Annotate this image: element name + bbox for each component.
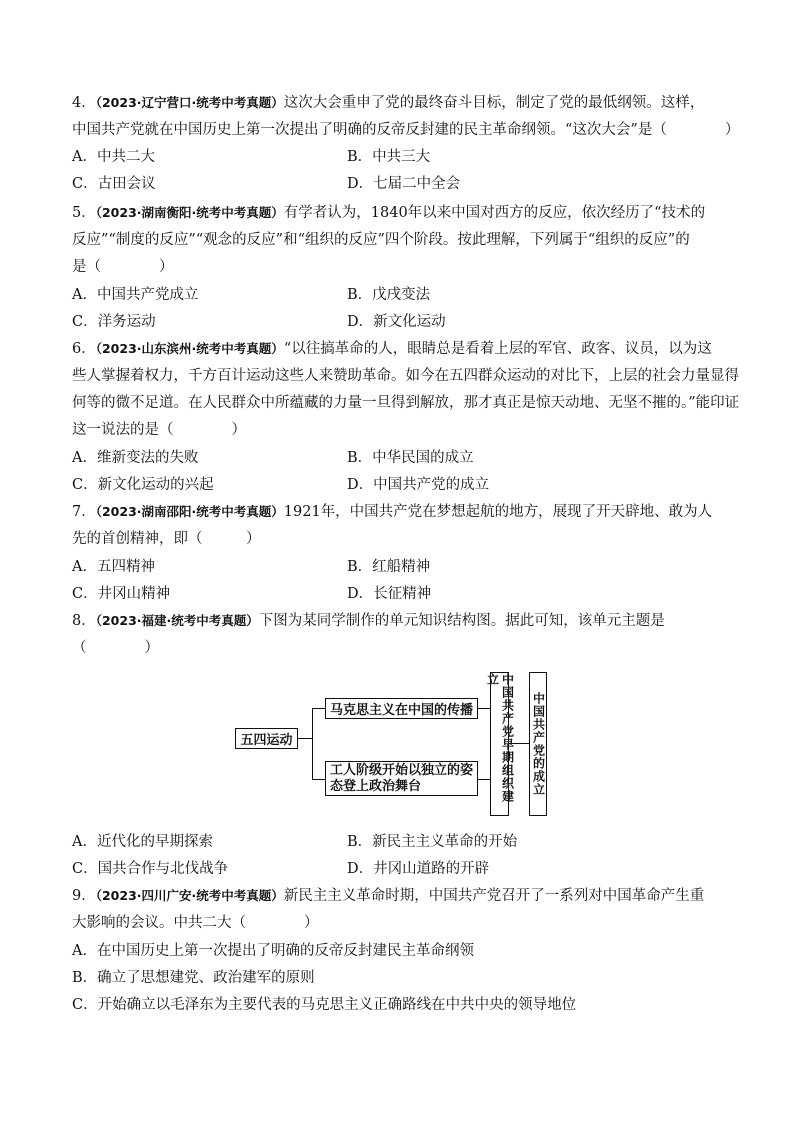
question-6-option-b[interactable]: B．中华民国的成立 <box>347 450 474 466</box>
question-5-line-1: 5．（2023·湖南衡阳·统考中考真题）有学者认为，1840年以来中国对西方的反应，依次经历了“技术的 <box>72 205 706 221</box>
question-7-option-c[interactable]: C．井冈山精神 <box>72 586 171 602</box>
knowledge-structure-diagram <box>230 668 560 820</box>
diagram-result-box: 中国共产党的成立 <box>529 672 547 816</box>
question-9-option-c[interactable]: C．开始确立以毛泽东为主要代表的马克思主义正确路线在中共中央的领导地位 <box>72 997 577 1013</box>
question-5-option-d[interactable]: D．新文化运动 <box>347 314 446 330</box>
question-4-option-d[interactable]: D．七届二中全会 <box>347 176 461 192</box>
connector-root <box>298 738 312 739</box>
question-6-option-d[interactable]: D．中国共产党的成立 <box>347 477 490 493</box>
question-8-option-c[interactable]: C．国共合作与北伐战争 <box>72 861 229 877</box>
question-7-option-d[interactable]: D．长征精神 <box>347 586 432 602</box>
question-5-line-2: 反应”“制度的反应”“观念的反应”和“组织的反应”四个阶段。按此理解，下列属于“组织的反应”的 <box>72 232 690 248</box>
question-9-line-1: 9．（2023·四川广安·统考中考真题）新民主主义革命时期，中国共产党召开了一系列对中国革命产生重 <box>72 888 705 904</box>
connector-top-branch <box>312 708 326 709</box>
question-5-option-c[interactable]: C．洋务运动 <box>72 314 156 330</box>
question-6-line-1: 6．（2023·山东滨州·统考中考真题）“以往搞革命的人，眼睛总是看着上层的军官、政客、议员，以为这 <box>72 341 712 357</box>
question-8-option-d[interactable]: D．井冈山道路的开辟 <box>347 861 490 877</box>
question-6-option-a[interactable]: A．维新变法的失败 <box>72 450 199 466</box>
question-8-source: （2023·福建·统考中考真题） <box>95 613 259 628</box>
diagram-root-box: 五四运动 <box>235 728 298 749</box>
question-4-option-b[interactable]: B．中共三大 <box>347 149 431 165</box>
question-6-option-c[interactable]: C．新文化运动的兴起 <box>72 477 214 493</box>
question-9-option-a[interactable]: A．在中国历史上第一次提出了明确的反帝反封建民主革命纲领 <box>72 943 474 959</box>
question-4-source: （2023·辽宁营口·统考中考真题） <box>95 95 284 110</box>
question-7-option-b[interactable]: B．红船精神 <box>347 559 431 575</box>
connector-branch-vertical <box>312 708 313 780</box>
question-5-option-b[interactable]: B．戊戌变法 <box>347 287 431 303</box>
question-9-source: （2023·四川广安·统考中考真题） <box>95 888 284 903</box>
question-8-line-1: 8．（2023·福建·统考中考真题）下图为某同学制作的单元知识结构图。据此可知，该单元主题是 <box>72 613 665 629</box>
diagram-branch-bottom-line-2: 态登上政治舞台 <box>330 779 422 794</box>
question-9-line-2: 大影响的会议。中共二大（ ） <box>72 915 319 931</box>
diagram-branch-bottom-line-1: 工人阶级开始以独立的姿 <box>330 763 474 778</box>
question-4-option-a[interactable]: A．中共二大 <box>72 149 155 165</box>
question-5-line-3: 是（ ） <box>72 259 174 275</box>
question-7-line-2: 先的首创精神，即（ ） <box>72 531 261 547</box>
question-7-source: （2023·湖南邵阳·统考中考真题） <box>95 504 284 519</box>
question-7-line-1: 7．（2023·湖南邵阳·统考中考真题）1921年，中国共产党在梦想起航的地方，展现了开天辟地、敢为人 <box>72 504 713 520</box>
question-6-line-2: 些人掌握着权力，千方百计运动这些人来赞助革命。如今在五四群众运动的对比下，上层的社会力量显得 <box>72 368 739 384</box>
question-4-option-c[interactable]: C．古田会议 <box>72 176 156 192</box>
question-6-source: （2023·山东滨州·统考中考真题） <box>95 341 284 356</box>
question-7-option-a[interactable]: A．五四精神 <box>72 559 155 575</box>
question-6-line-3: 何等的微不足道。在人民群众中所蕴藏的力量一旦得到解放，那才真正是惊天动地、无坚不摧的。”能印证 <box>72 395 740 411</box>
question-6-line-4: 这一说法的是（ ） <box>72 422 246 438</box>
question-8-option-a[interactable]: A．近代化的早期探索 <box>72 834 213 850</box>
question-4-line-1: 4．（2023·辽宁营口·统考中考真题）这次大会重申了党的最终奋斗目标，制定了党的最低纲领。这样， <box>72 95 705 111</box>
question-5-source: （2023·湖南衡阳·统考中考真题） <box>95 205 284 220</box>
question-8-line-2: （ ） <box>72 640 159 656</box>
question-5-option-a[interactable]: A．中国共产党成立 <box>72 287 199 303</box>
question-9-option-b[interactable]: B．确立了思想建党、政治建军的原则 <box>72 970 315 986</box>
question-8-option-b[interactable]: B．新民主主义革命的开始 <box>347 834 518 850</box>
connector-bottom-branch <box>312 779 326 780</box>
diagram-branch-bottom-box <box>325 761 478 796</box>
question-4-line-2: 中国共产党就在中国历史上第一次提出了明确的反帝反封建的民主革命纲领。“这次大会”是（ ） <box>72 122 740 138</box>
diagram-middle-box: 中国共产党早期组织建立 <box>490 672 509 816</box>
diagram-branch-top-box: 马克思主义在中国的传播 <box>325 698 478 719</box>
